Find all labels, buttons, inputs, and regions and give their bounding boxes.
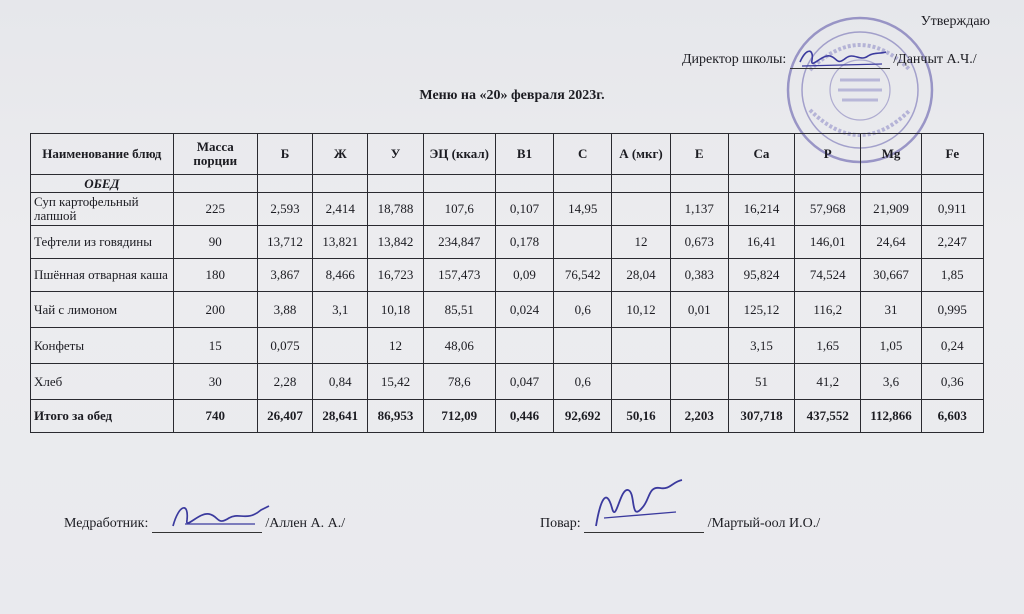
value-cell: 15 bbox=[173, 328, 257, 364]
director-signature-blank bbox=[790, 52, 890, 69]
total-value-cell: 712,09 bbox=[423, 400, 495, 433]
medic-signature-line bbox=[64, 516, 345, 533]
value-cell: 3,6 bbox=[861, 364, 921, 400]
value-cell: 1,65 bbox=[795, 328, 861, 364]
value-cell: 90 bbox=[173, 226, 257, 259]
header-cell: Е bbox=[670, 134, 728, 175]
table-header-row bbox=[31, 134, 984, 175]
value-cell: 3,867 bbox=[257, 259, 312, 292]
cook-label: Повар: bbox=[540, 516, 581, 531]
value-cell: 0,36 bbox=[921, 364, 983, 400]
value-cell: 12 bbox=[612, 226, 670, 259]
value-cell: 21,909 bbox=[861, 193, 921, 226]
total-value-cell: 86,953 bbox=[368, 400, 423, 433]
value-cell: 1,137 bbox=[670, 193, 728, 226]
value-cell: 180 bbox=[173, 259, 257, 292]
value-cell: 14,95 bbox=[554, 193, 612, 226]
header-cell: Mg bbox=[861, 134, 921, 175]
dish-name-cell: Тефтели из говядины bbox=[31, 226, 174, 259]
value-cell: 0,01 bbox=[670, 292, 728, 328]
value-cell bbox=[612, 364, 670, 400]
header-cell: С bbox=[554, 134, 612, 175]
value-cell: 0,075 bbox=[257, 328, 312, 364]
value-cell: 0,107 bbox=[495, 193, 553, 226]
total-value-cell: 28,641 bbox=[313, 400, 368, 433]
value-cell: 10,18 bbox=[368, 292, 423, 328]
value-cell: 0,911 bbox=[921, 193, 983, 226]
value-cell: 15,42 bbox=[368, 364, 423, 400]
value-cell: 0,6 bbox=[554, 364, 612, 400]
value-cell: 125,12 bbox=[728, 292, 794, 328]
header-cell: Fe bbox=[921, 134, 983, 175]
total-value-cell: 6,603 bbox=[921, 400, 983, 433]
value-cell: 48,06 bbox=[423, 328, 495, 364]
total-value-cell: 307,718 bbox=[728, 400, 794, 433]
value-cell: 0,09 bbox=[495, 259, 553, 292]
value-cell: 16,41 bbox=[728, 226, 794, 259]
value-cell: 16,723 bbox=[368, 259, 423, 292]
value-cell: 8,466 bbox=[313, 259, 368, 292]
table-row bbox=[31, 193, 984, 226]
value-cell: 107,6 bbox=[423, 193, 495, 226]
total-value-cell: 2,203 bbox=[670, 400, 728, 433]
value-cell: 0,383 bbox=[670, 259, 728, 292]
value-cell: 16,214 bbox=[728, 193, 794, 226]
value-cell: 12 bbox=[368, 328, 423, 364]
header-cell: Б bbox=[257, 134, 312, 175]
table-row bbox=[31, 364, 984, 400]
value-cell: 200 bbox=[173, 292, 257, 328]
total-value-cell: 50,16 bbox=[612, 400, 670, 433]
medic-name: /Аллен А. А./ bbox=[265, 516, 346, 531]
menu-table bbox=[30, 133, 984, 433]
section-row bbox=[31, 175, 984, 193]
header-cell: Са bbox=[728, 134, 794, 175]
total-row bbox=[31, 400, 984, 433]
approve-text: Утверждаю bbox=[920, 14, 990, 29]
value-cell: 0,6 bbox=[554, 292, 612, 328]
dish-name-cell: Пшённая отварная каша bbox=[31, 259, 174, 292]
value-cell: 0,673 bbox=[670, 226, 728, 259]
value-cell: 28,04 bbox=[612, 259, 670, 292]
value-cell bbox=[554, 226, 612, 259]
value-cell bbox=[313, 328, 368, 364]
value-cell bbox=[612, 328, 670, 364]
table-row bbox=[31, 328, 984, 364]
value-cell: 234,847 bbox=[423, 226, 495, 259]
value-cell bbox=[612, 193, 670, 226]
table-row bbox=[31, 292, 984, 328]
value-cell: 2,247 bbox=[921, 226, 983, 259]
value-cell: 0,995 bbox=[921, 292, 983, 328]
value-cell: 18,788 bbox=[368, 193, 423, 226]
total-value-cell: 112,866 bbox=[861, 400, 921, 433]
value-cell: 13,842 bbox=[368, 226, 423, 259]
value-cell: 74,524 bbox=[795, 259, 861, 292]
cook-name: /Мартый-оол И.О./ bbox=[707, 516, 821, 531]
table-row bbox=[31, 226, 984, 259]
value-cell: 57,968 bbox=[795, 193, 861, 226]
value-cell: 2,414 bbox=[313, 193, 368, 226]
value-cell: 3,88 bbox=[257, 292, 312, 328]
dish-name-cell: Конфеты bbox=[31, 328, 174, 364]
cook-signature-line bbox=[540, 516, 820, 533]
value-cell: 2,593 bbox=[257, 193, 312, 226]
value-cell: 30,667 bbox=[861, 259, 921, 292]
value-cell: 3,1 bbox=[313, 292, 368, 328]
value-cell: 30 bbox=[173, 364, 257, 400]
value-cell: 0,84 bbox=[313, 364, 368, 400]
value-cell: 116,2 bbox=[795, 292, 861, 328]
value-cell: 41,2 bbox=[795, 364, 861, 400]
total-value-cell: 0,446 bbox=[495, 400, 553, 433]
value-cell: 0,024 bbox=[495, 292, 553, 328]
value-cell: 24,64 bbox=[861, 226, 921, 259]
header-cell: ЭЦ (ккал) bbox=[423, 134, 495, 175]
total-label-cell: Итого за обед bbox=[31, 400, 174, 433]
value-cell: 13,821 bbox=[313, 226, 368, 259]
value-cell: 0,24 bbox=[921, 328, 983, 364]
director-name: /Данчыт А.Ч./ bbox=[893, 52, 977, 67]
header-cell: Наименование блюд bbox=[31, 134, 174, 175]
header-cell: А (мкг) bbox=[612, 134, 670, 175]
medic-label: Медработник: bbox=[64, 516, 149, 531]
header-cell: Масса порции bbox=[173, 134, 257, 175]
value-cell bbox=[554, 328, 612, 364]
value-cell: 225 bbox=[173, 193, 257, 226]
section-label: ОБЕД bbox=[31, 175, 174, 193]
dish-name-cell: Суп картофельный лапшой bbox=[31, 193, 174, 226]
total-value-cell: 437,552 bbox=[795, 400, 861, 433]
director-label: Директор школы: bbox=[682, 52, 787, 67]
value-cell: 1,05 bbox=[861, 328, 921, 364]
total-value-cell: 26,407 bbox=[257, 400, 312, 433]
header-cell: Р bbox=[795, 134, 861, 175]
value-cell: 2,28 bbox=[257, 364, 312, 400]
value-cell: 76,542 bbox=[554, 259, 612, 292]
value-cell bbox=[495, 328, 553, 364]
menu-title: Меню на «20» февраля 2023г. bbox=[419, 88, 605, 103]
value-cell: 10,12 bbox=[612, 292, 670, 328]
value-cell: 157,473 bbox=[423, 259, 495, 292]
medic-signature-blank bbox=[152, 516, 262, 533]
value-cell: 0,178 bbox=[495, 226, 553, 259]
value-cell: 3,15 bbox=[728, 328, 794, 364]
value-cell: 95,824 bbox=[728, 259, 794, 292]
director-approval-line bbox=[682, 52, 977, 69]
dish-name-cell: Хлеб bbox=[31, 364, 174, 400]
value-cell: 51 bbox=[728, 364, 794, 400]
total-value-cell: 740 bbox=[173, 400, 257, 433]
value-cell: 1,85 bbox=[921, 259, 983, 292]
value-cell: 146,01 bbox=[795, 226, 861, 259]
table-row bbox=[31, 259, 984, 292]
value-cell: 13,712 bbox=[257, 226, 312, 259]
header-cell: Ж bbox=[313, 134, 368, 175]
value-cell bbox=[670, 328, 728, 364]
header-cell: В1 bbox=[495, 134, 553, 175]
value-cell: 78,6 bbox=[423, 364, 495, 400]
value-cell: 31 bbox=[861, 292, 921, 328]
header-cell: У bbox=[368, 134, 423, 175]
value-cell: 0,047 bbox=[495, 364, 553, 400]
total-value-cell: 92,692 bbox=[554, 400, 612, 433]
cook-signature-blank bbox=[584, 516, 704, 533]
value-cell bbox=[670, 364, 728, 400]
value-cell: 85,51 bbox=[423, 292, 495, 328]
dish-name-cell: Чай с лимоном bbox=[31, 292, 174, 328]
